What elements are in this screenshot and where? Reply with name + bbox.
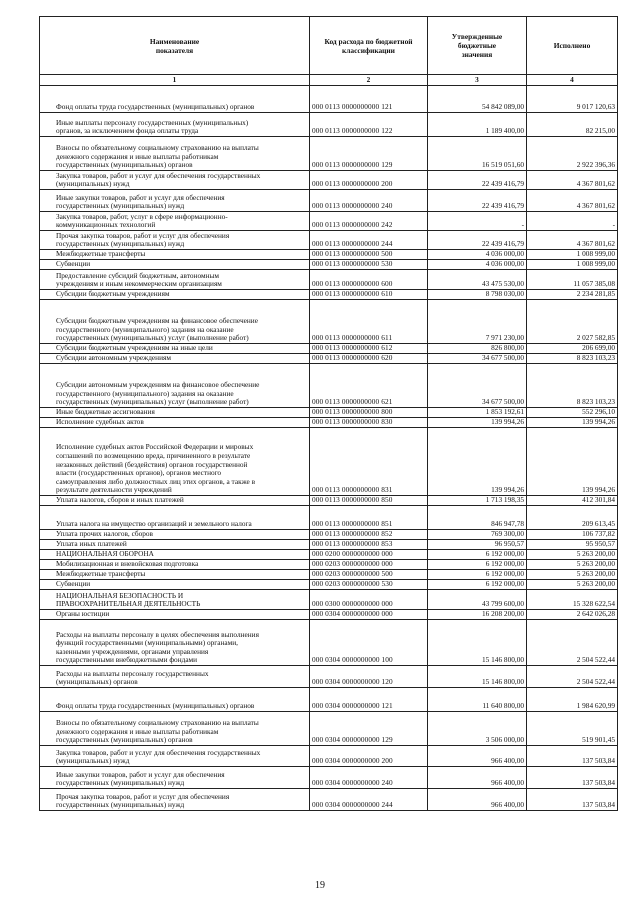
- row-code: 000 0113 0000000000 800: [310, 408, 428, 418]
- row-name: Иные закупки товаров, работ и услуг для обеспечения государственных (муниципальных) нужд: [40, 190, 310, 212]
- row-approved: 8 798 030,00: [428, 290, 527, 300]
- row-executed: 552 296,10: [527, 408, 618, 418]
- row-executed: 519 901,45: [527, 712, 618, 746]
- row-name: Уплата иных платежей: [40, 540, 310, 550]
- row-code: 000 0304 0000000000 244: [310, 789, 428, 811]
- row-executed: 139 994,26: [527, 418, 618, 428]
- table-row: [40, 580, 618, 590]
- table-row: [40, 496, 618, 506]
- row-executed: 11 057 385,08: [527, 270, 618, 290]
- row-approved: 826 800,00: [428, 344, 527, 354]
- table-row: [40, 428, 618, 496]
- table-row: [40, 270, 618, 290]
- row-approved: 4 036 000,00: [428, 250, 527, 260]
- row-code: 000 0200 0000000000 000: [310, 550, 428, 560]
- table-row: [40, 344, 618, 354]
- row-approved: 22 439 416,79: [428, 231, 527, 250]
- row-approved: 15 146 800,00: [428, 620, 527, 666]
- row-name: Субсидии автономным учреждениям на финансовое обеспечение государственного (муниципального) задания на оказание государственных (муниципальных) услуг (выполнение работ): [40, 364, 310, 408]
- table-row: [40, 620, 618, 666]
- row-executed: 137 503,84: [527, 746, 618, 767]
- row-approved: 54 842 089,00: [428, 86, 527, 113]
- row-name: Уплата налога на имущество организаций и земельного налога: [40, 506, 310, 530]
- table-row: [40, 560, 618, 570]
- row-executed: 1 008 999,00: [527, 250, 618, 260]
- table-row: [40, 767, 618, 789]
- row-executed: 5 263 200,00: [527, 570, 618, 580]
- row-approved: 15 146 800,00: [428, 666, 527, 688]
- row-code: 000 0113 0000000000 853: [310, 540, 428, 550]
- row-name: Субвенции: [40, 260, 310, 270]
- table-row: [40, 746, 618, 767]
- row-name: НАЦИОНАЛЬНАЯ ОБОРОНА: [40, 550, 310, 560]
- row-executed: 2 504 522,44: [527, 620, 618, 666]
- row-executed: 15 328 622,54: [527, 590, 618, 610]
- row-name: Исполнение судебных актов: [40, 418, 310, 428]
- header-code: Код расхода по бюджетной классификации: [310, 17, 428, 75]
- row-executed: 106 737,82: [527, 530, 618, 540]
- row-code: 000 0113 0000000000 611: [310, 300, 428, 344]
- row-approved: 6 192 000,00: [428, 580, 527, 590]
- table-row: [40, 666, 618, 688]
- row-approved: 22 439 416,79: [428, 190, 527, 212]
- row-executed: 4 367 801,62: [527, 190, 618, 212]
- row-name: Фонд оплаты труда государственных (муниципальных) органов: [40, 86, 310, 113]
- table-row: [40, 86, 618, 113]
- row-executed: 1 984 620,99: [527, 688, 618, 712]
- row-code: 000 0113 0000000000 244: [310, 231, 428, 250]
- header-executed: Исполнено: [527, 17, 618, 75]
- row-name: Иные выплаты персоналу государственных (муниципальных) органов, за исключением фонда оплаты труда: [40, 113, 310, 137]
- row-code: 000 0113 0000000000 600: [310, 270, 428, 290]
- row-name: Мобилизационная и вневойсковая подготовка: [40, 560, 310, 570]
- row-name: Уплата прочих налогов, сборов: [40, 530, 310, 540]
- row-executed: 8 823 103,23: [527, 364, 618, 408]
- row-approved: 966 400,00: [428, 789, 527, 811]
- row-approved: 96 950,57: [428, 540, 527, 550]
- row-name: Уплата налогов, сборов и иных платежей: [40, 496, 310, 506]
- row-name: Иные бюджетные ассигнования: [40, 408, 310, 418]
- row-code: 000 0113 0000000000 610: [310, 290, 428, 300]
- row-name: Иные закупки товаров, работ и услуг для обеспечения государственных (муниципальных) нужд: [40, 767, 310, 789]
- row-code: 000 0203 0000000000 500: [310, 570, 428, 580]
- row-code: 000 0304 0000000000 240: [310, 767, 428, 789]
- row-executed: 2 234 281,85: [527, 290, 618, 300]
- row-code: 000 0113 0000000000 620: [310, 354, 428, 364]
- table-row: [40, 290, 618, 300]
- row-code: 000 0113 0000000000 122: [310, 113, 428, 137]
- page-number: 19: [315, 880, 325, 891]
- table-row: [40, 364, 618, 408]
- row-approved: 769 300,00: [428, 530, 527, 540]
- table-row: [40, 231, 618, 250]
- row-executed: 5 263 200,00: [527, 580, 618, 590]
- row-code: 000 0203 0000000000 530: [310, 580, 428, 590]
- table-body: [40, 86, 618, 811]
- row-name: Субсидии бюджетным учреждениям на финансовое обеспечение государственного (муниципального) задания на оказание государственных (муниципальных) услуг (выполнение работ): [40, 300, 310, 344]
- table-row: [40, 570, 618, 580]
- row-approved: 34 677 500,00: [428, 354, 527, 364]
- row-approved: 6 192 000,00: [428, 570, 527, 580]
- row-code: 000 0304 0000000000 120: [310, 666, 428, 688]
- row-executed: 412 301,84: [527, 496, 618, 506]
- row-approved: 1 853 192,61: [428, 408, 527, 418]
- row-name: Закупка товаров, работ и услуг для обеспечения государственных (муниципальных) нужд: [40, 746, 310, 767]
- row-code: 000 0113 0000000000 621: [310, 364, 428, 408]
- table-header-row: [40, 17, 618, 75]
- row-name: Исполнение судебных актов Российской Федерации и мировых соглашений по возмещению вреда, причиненного в результате незаконных действий (бездействия) органов государственной власти (государственных органов), органов местного самоуправления либо должностных лиц этих органов, а также в результате деятельности учреждений: [40, 428, 310, 496]
- row-executed: 137 503,84: [527, 767, 618, 789]
- row-approved: 139 994,26: [428, 428, 527, 496]
- row-name: НАЦИОНАЛЬНАЯ БЕЗОПАСНОСТЬ И ПРАВООХРАНИТЕЛЬНАЯ ДЕЯТЕЛЬНОСТЬ: [40, 590, 310, 610]
- row-approved: 3 506 000,00: [428, 712, 527, 746]
- row-executed: 5 263 200,00: [527, 550, 618, 560]
- row-executed: 4 367 801,62: [527, 171, 618, 190]
- row-executed: 2 922 396,36: [527, 137, 618, 171]
- row-code: 000 0203 0000000000 000: [310, 560, 428, 570]
- row-code: 000 0113 0000000000 850: [310, 496, 428, 506]
- table-row: [40, 506, 618, 530]
- row-code: 000 0113 0000000000 831: [310, 428, 428, 496]
- row-executed: 9 017 120,63: [527, 86, 618, 113]
- column-number: 3: [428, 75, 527, 86]
- table-row: [40, 418, 618, 428]
- table-row: [40, 408, 618, 418]
- table-row: [40, 212, 618, 231]
- row-code: 000 0113 0000000000 242: [310, 212, 428, 231]
- row-name: Закупка товаров, работ и услуг для обеспечения государственных (муниципальных) нужд: [40, 171, 310, 190]
- row-name: Межбюджетные трансферты: [40, 570, 310, 580]
- row-code: 000 0113 0000000000 500: [310, 250, 428, 260]
- row-code: 000 0304 0000000000 129: [310, 712, 428, 746]
- row-approved: 16 208 200,00: [428, 610, 527, 620]
- row-executed: 5 263 200,00: [527, 560, 618, 570]
- row-code: 000 0113 0000000000 121: [310, 86, 428, 113]
- row-name: Субвенции: [40, 580, 310, 590]
- row-approved: 966 400,00: [428, 746, 527, 767]
- table-row: [40, 113, 618, 137]
- table-row: [40, 590, 618, 610]
- row-name: Взносы по обязательному социальному страхованию на выплаты денежного содержания и иные выплаты работникам государственных (муниципальных) органов: [40, 137, 310, 171]
- row-executed: 2 504 522,44: [527, 666, 618, 688]
- row-approved: 1 189 400,00: [428, 113, 527, 137]
- table-row: [40, 530, 618, 540]
- row-code: 000 0113 0000000000 612: [310, 344, 428, 354]
- row-code: 000 0300 0000000000 000: [310, 590, 428, 610]
- row-name: Органы юстиции: [40, 610, 310, 620]
- row-code: 000 0113 0000000000 200: [310, 171, 428, 190]
- row-code: 000 0113 0000000000 851: [310, 506, 428, 530]
- row-approved: 1 713 198,35: [428, 496, 527, 506]
- row-code: 000 0113 0000000000 129: [310, 137, 428, 171]
- row-approved: 6 192 000,00: [428, 560, 527, 570]
- table-row: [40, 260, 618, 270]
- row-approved: -: [428, 212, 527, 231]
- column-number: 2: [310, 75, 428, 86]
- row-executed: 95 950,57: [527, 540, 618, 550]
- table-row: [40, 354, 618, 364]
- row-approved: 11 640 800,00: [428, 688, 527, 712]
- row-name: Расходы на выплаты персоналу в целях обеспечения выполнения функций государственными (муниципальными) органами, казенными учреждениями, органами управления государственными внебюджетными фондами: [40, 620, 310, 666]
- row-executed: 2 027 582,85: [527, 300, 618, 344]
- table-row: [40, 300, 618, 344]
- row-code: 000 0304 0000000000 100: [310, 620, 428, 666]
- header-name: Наименование показателя: [40, 17, 310, 75]
- row-code: 000 0113 0000000000 530: [310, 260, 428, 270]
- row-name: Субсидии бюджетным учреждениям: [40, 290, 310, 300]
- row-executed: -: [527, 212, 618, 231]
- table-row: [40, 250, 618, 260]
- row-executed: 4 367 801,62: [527, 231, 618, 250]
- table-row: [40, 789, 618, 811]
- row-approved: 966 400,00: [428, 767, 527, 789]
- row-name: Субсидии автономным учреждениям: [40, 354, 310, 364]
- row-approved: 34 677 500,00: [428, 364, 527, 408]
- row-code: 000 0304 0000000000 200: [310, 746, 428, 767]
- column-number: 4: [527, 75, 618, 86]
- column-number: 1: [40, 75, 310, 86]
- budget-execution-table: [39, 16, 618, 811]
- row-code: 000 0113 0000000000 240: [310, 190, 428, 212]
- row-name: Расходы на выплаты персоналу государственных (муниципальных) органов: [40, 666, 310, 688]
- row-approved: 16 519 051,60: [428, 137, 527, 171]
- row-approved: 139 994,26: [428, 418, 527, 428]
- table-row: [40, 190, 618, 212]
- row-name: Прочая закупка товаров, работ и услуг для обеспечения государственных (муниципальных) нужд: [40, 231, 310, 250]
- row-executed: 82 215,00: [527, 113, 618, 137]
- row-approved: 7 971 230,00: [428, 300, 527, 344]
- row-executed: 206 699,00: [527, 344, 618, 354]
- row-executed: 1 008 999,00: [527, 260, 618, 270]
- table-row: [40, 550, 618, 560]
- row-executed: 137 503,84: [527, 789, 618, 811]
- row-approved: 846 947,78: [428, 506, 527, 530]
- row-approved: 43 799 600,00: [428, 590, 527, 610]
- table-row: [40, 171, 618, 190]
- report-page: [39, 16, 617, 811]
- table-row: [40, 610, 618, 620]
- row-name: Предоставление субсидий бюджетным, автономным учреждениям и иным некоммерческим организациям: [40, 270, 310, 290]
- table-row: [40, 540, 618, 550]
- table-row: [40, 137, 618, 171]
- row-approved: 43 475 530,00: [428, 270, 527, 290]
- table-row: [40, 712, 618, 746]
- row-code: 000 0304 0000000000 121: [310, 688, 428, 712]
- row-code: 000 0113 0000000000 830: [310, 418, 428, 428]
- row-executed: 139 994,26: [527, 428, 618, 496]
- table-row: [40, 688, 618, 712]
- row-name: Закупка товаров, работ, услуг в сфере информационно- коммуникационных технологий: [40, 212, 310, 231]
- row-name: Субсидии бюджетным учреждениям на иные цели: [40, 344, 310, 354]
- row-name: Фонд оплаты труда государственных (муниципальных) органов: [40, 688, 310, 712]
- row-code: 000 0113 0000000000 852: [310, 530, 428, 540]
- row-name: Межбюджетные трансферты: [40, 250, 310, 260]
- row-executed: 2 642 026,28: [527, 610, 618, 620]
- row-approved: 4 036 000,00: [428, 260, 527, 270]
- row-executed: 209 613,45: [527, 506, 618, 530]
- row-executed: 8 823 103,23: [527, 354, 618, 364]
- row-code: 000 0304 0000000000 000: [310, 610, 428, 620]
- row-name: Взносы по обязательному социальному страхованию на выплаты денежного содержания и иные выплаты работникам государственных (муниципальных) органов: [40, 712, 310, 746]
- header-approved: Утвержденные бюджетные значения: [428, 17, 527, 75]
- row-approved: 6 192 000,00: [428, 550, 527, 560]
- row-approved: 22 439 416,79: [428, 171, 527, 190]
- column-number-row: [40, 75, 618, 86]
- row-name: Прочая закупка товаров, работ и услуг для обеспечения государственных (муниципальных) нужд: [40, 789, 310, 811]
